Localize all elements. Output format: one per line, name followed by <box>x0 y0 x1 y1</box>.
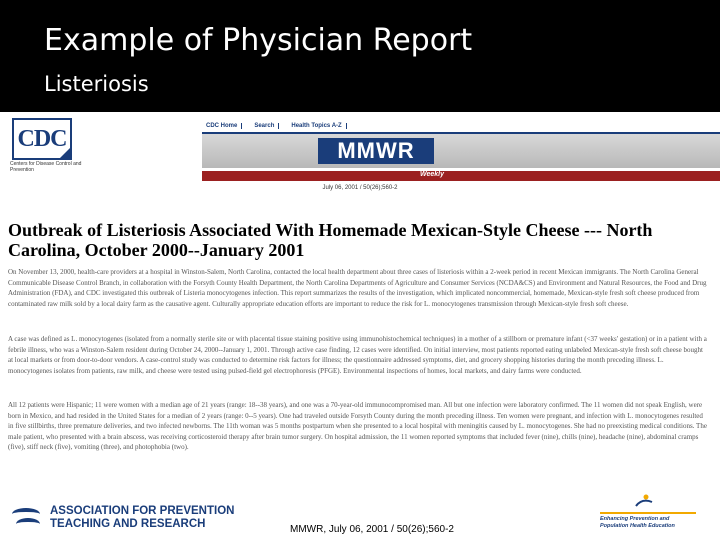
issue-date: July 06, 2001 / 50(26);560-2 <box>322 185 398 191</box>
article-paragraph: All 12 patients were Hispanic; 11 were women with a median age of 21 years (range: 18--38 years), and one was a 70-year-old immunocompromised man. All but one infection were laboratory confirmed. The 11 women did not speak English, were born in Mexico, and had resided in the United States for a median of 2 years (range: 0--5 years). One had traveled outside Forsyth County during the month preceding illness. Ten women were pregnant, and infection with L. monocytogenes resulted in five stillbirths, three premature deliveries, and two infected newborns. The 11th woman was 5 months postpartum when she presented to a local hospital with meningitis caused by L. monocytogenes. She had no preexisting medical conditions. The male patient, who presented with a brain abscess, was receiving corticosteroid therapy after brain tumor surgery. On hospital admission, the 11 women reported symptoms that included fever (nine), chills (nine), headache (nine), abdominal cramps (five), stiff neck (five), vomiting (three), and photophobia (two). <box>8 401 707 451</box>
ep-line1: Enhancing Prevention and <box>600 516 670 522</box>
article-paragraph: On November 13, 2000, health-care providers at a hospital in Winston-Salem, North Carolina, contacted the local health department about three cases of listeriosis within a 2-week period in recent Mexican immigrants. The North Carolina General Communicable Disease Control Branch, in collaboration with the Forsyth County Health Department, the North Carolina Departments of Agriculture and Consumer Services (NCDA&CS) and Environment and Natural Resources, the Food and Drug Administration (FDA), and CDC investigated this outbreak of Listeria monocytogenes infection. This report summarizes the results of the investigation, which implicated noncommercial, homemade, Mexican-style fresh soft cheese produced from contaminated raw milk sold by a local dairy farm as the causative agent. Culturally appropriate education efforts are important to reduce the risk for L. monocytogenes transmission through Mexican-style fresh soft cheese. <box>8 268 707 308</box>
ep-line2: Population Health Education <box>600 522 675 529</box>
article-paragraph: A case was defined as L. monocytogenes (isolated from a normally sterile site or with placental tissue staining positive using immunohistochemical techniques) in a mother of a stillborn or premature infant (<37 weeks' gestation) or in a patient with a febrile illness, who was a Winston-Salem resident during October 24, 2000--January 1, 2001. Through active case finding, 12 cases were identified. On initial interview, most patients reported eating unlabeled Mexican-style fresh soft cheese bought at local markets or from door-to-door vendors. A case-control study was conducted to determine risk factors for illness; the questionnaire addressed symptoms, diet, and grocery shopping histories during the month preceding illness. L. monocytogenes isolates from patients, raw milk, and cheese were tested using pulsed-field gel electrophoresis (PFGE). Environmental inspections of homes, local markets, and dairy farms were conducted. <box>8 335 707 375</box>
weekly-label: Weekly <box>420 171 444 178</box>
cdc-logo-text: CDC <box>17 125 67 152</box>
aptr-wave-icon <box>12 506 42 530</box>
aptr-logo <box>12 505 234 531</box>
figure-icon <box>634 494 654 508</box>
mmwr-screenshot <box>0 112 720 490</box>
nav-link-health-topics[interactable]: Health Topics A-Z <box>287 123 346 129</box>
cdc-top-nav <box>202 119 720 134</box>
mmwr-banner <box>202 134 720 168</box>
aptr-name-line2: TEACHING AND RESEARCH <box>50 518 206 530</box>
mmwr-logo-text: MMWR <box>337 138 415 163</box>
cdc-logo[interactable] <box>12 118 72 160</box>
cdc-tagline: Centers for Disease Control and Prevention <box>10 161 82 173</box>
slide-content-panel <box>0 112 720 540</box>
slide-subtitle: Listeriosis <box>44 72 149 96</box>
weekly-bar <box>202 171 720 181</box>
ep-logo <box>600 494 700 530</box>
nav-link-cdc-home[interactable]: CDC Home <box>202 123 242 129</box>
article-title: Outbreak of Listeriosis Associated With Homemade Mexican-Style Cheese --- North Carolina, October 2000--January 2001 <box>8 220 653 261</box>
mmwr-logo[interactable] <box>318 138 434 164</box>
aptr-name-line1: ASSOCIATION FOR PREVENTION <box>50 505 235 517</box>
slide-title: Example of Physician Report <box>44 23 473 58</box>
nav-link-search[interactable]: Search <box>250 123 279 129</box>
citation: MMWR, July 06, 2001 / 50(26);560-2 <box>290 524 454 535</box>
